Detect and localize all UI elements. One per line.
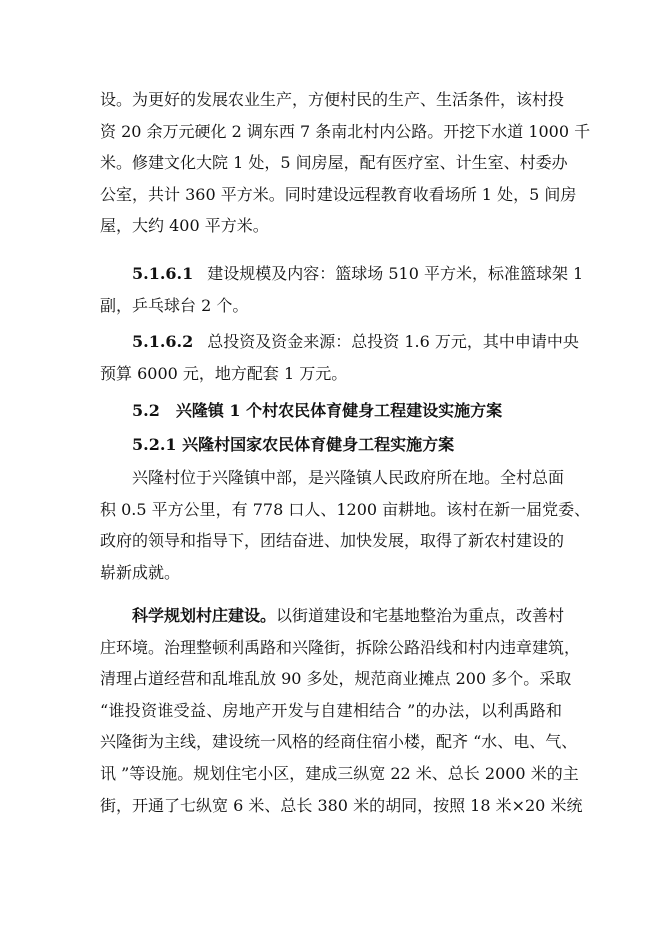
heading-5-2-1: 5.2.1 兴隆村国家农民体育健身工程实施方案 bbox=[132, 435, 455, 454]
text-line: 崭新成就。 bbox=[100, 562, 181, 582]
text-line: 公室，共计 360 平方米。同时建设远程教育收看场所 1 处，5 间房 bbox=[100, 184, 577, 204]
text-line: 政府的领导和指导下，团结奋进、加快发展，取得了新农村建设的 bbox=[100, 531, 565, 551]
text-line: 设。为更好的发展农业生产，方便村民的生产、生活条件，该村投 bbox=[100, 90, 565, 109]
text-line: 建设规模及内容：篮球场 510 平方米，标准篮球架 1 bbox=[207, 264, 584, 283]
section-5-1-6-2 bbox=[100, 326, 579, 389]
text-line: 总投资及资金来源：总投资 1.6 万元，其中申请中央 bbox=[207, 332, 579, 351]
text-line: “谁投资谁受益、房地产开发与自建相结合 ”的办法，以利禹路和 bbox=[100, 700, 562, 720]
section-number: 5.1.6.2 bbox=[132, 332, 194, 351]
text-line: 兴隆街为主线，建设统一风格的经商住宿小楼，配齐 “水、电、气、 bbox=[100, 732, 578, 752]
section-5-1-6-1 bbox=[100, 258, 584, 321]
paragraph-xinglong-village bbox=[100, 462, 591, 588]
text-line: 兴隆村位于兴隆镇中部，是兴隆镇人民政府所在地。全村总面 bbox=[132, 468, 565, 487]
text-line: 庄环境。治理整顿利禹路和兴隆街，拆除公路沿线和村内违章建筑， bbox=[100, 637, 581, 657]
text-line: 讯 ”等设施。规划住宅小区，建成三纵宽 22 米、总长 2000 米的主 bbox=[100, 763, 579, 783]
text-line: 以街道建设和宅基地整治为重点，改善村 bbox=[276, 606, 565, 625]
text-line: 米。修建文化大院 1 处，5 间房屋，配有医疗室、计生室、村委办 bbox=[100, 153, 568, 173]
text-line: 街，开通了七纵宽 6 米、总长 380 米的胡同，按照 18 米×20 米统 bbox=[100, 795, 583, 815]
paragraph-village-planning bbox=[100, 600, 583, 821]
text-line: 屋，大约 400 平方米。 bbox=[100, 216, 269, 236]
text-line: 清理占道经营和乱堆乱放 90 多处，规范商业摊点 200 多个。采取 bbox=[100, 669, 572, 689]
lead-heading: 科学规划村庄建设。 bbox=[132, 606, 277, 625]
text-line: 积 0.5 平方公里，有 778 口人、1200 亩耕地。该村在新一届党委、 bbox=[100, 499, 591, 519]
text-line: 副，乒乓球台 2 个。 bbox=[100, 295, 249, 315]
text-line: 预算 6000 元，地方配套 1 万元。 bbox=[100, 363, 348, 383]
section-number: 5.1.6.1 bbox=[132, 264, 194, 283]
paragraph-village-construction bbox=[100, 84, 591, 242]
heading-5-2: 5.2 兴隆镇 1 个村农民体育健身工程建设实施方案 bbox=[132, 401, 503, 420]
text-line: 资 20 余万元硬化 2 调东西 7 条南北村内公路。开挖下水道 1000 千 bbox=[100, 121, 591, 141]
